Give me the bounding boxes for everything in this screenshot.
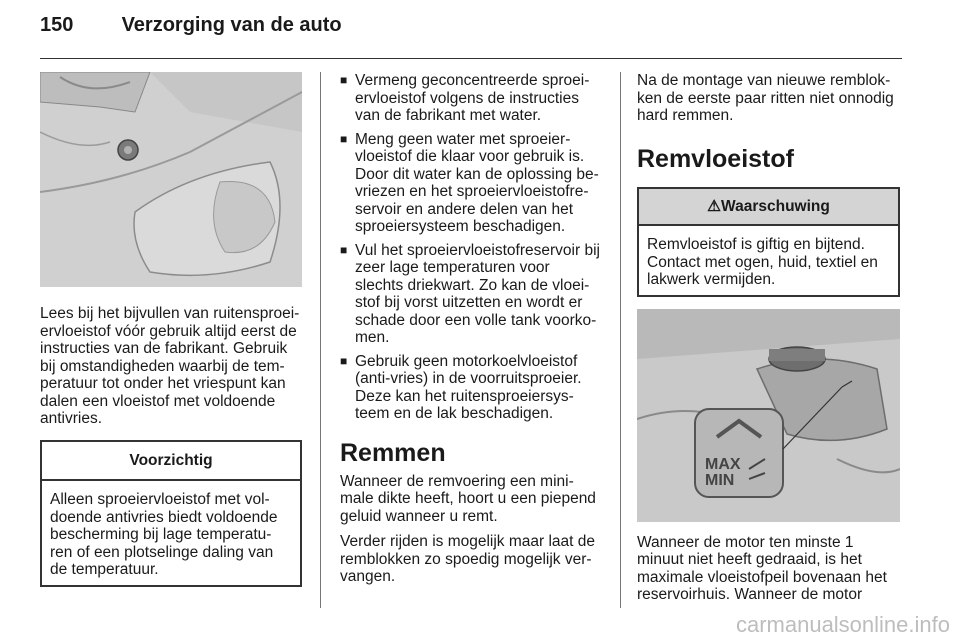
list-item — [340, 242, 602, 347]
column-1 — [40, 72, 302, 587]
fluid-level-paragraph: Wanneer de motor ten minste 1 minuut niet heeft gedraaid, is het maximale vloeistofpeil bovenaan het reservoirhuis. Wanneer de motor — [637, 533, 887, 603]
list-item-text: Gebruik geen motorkoelvloeistof (anti-vries) in de voorruitsproeier. Deze kan het ruitensproeiersys-teem en de lak beschadigen. — [355, 352, 582, 422]
column-divider-1 — [320, 72, 321, 608]
washer-bullet-list — [340, 72, 602, 423]
list-item — [340, 72, 602, 125]
brake-fluid-reservoir-illustration — [637, 309, 900, 522]
bullet-square-icon: ■ — [340, 131, 348, 146]
max-label: MAX — [705, 455, 741, 473]
page-title: Verzorging van de auto — [121, 14, 342, 36]
list-item — [340, 131, 602, 236]
washer-reservoir-illustration — [40, 72, 302, 287]
brake-fluid-heading: Remvloeistof — [637, 144, 794, 173]
caution-text: Alleen sproeiervloeistof met vol-doende antivries biedt voldoende bescherming bij lage temperatu-ren of een plotselinge daling van de temperatuur. — [50, 491, 278, 578]
column-divider-2 — [620, 72, 621, 608]
washer-fluid-paragraph: Lees bij het bijvullen van ruitensproei-ervloeistof vóór gebruik altijd eerst de instructies van de fabrikant. Gebruik bij omstandigheden waarbij de tem-peratuur tot onder het vriespunt kan dalen een vloeistof met voldoende antivries. — [40, 305, 300, 427]
warning-triangle-icon: ⚠ — [707, 197, 722, 215]
caution-box — [40, 440, 302, 587]
bullet-square-icon: ■ — [340, 242, 348, 257]
page-number: 150 — [40, 14, 74, 36]
bullet-square-icon: ■ — [340, 73, 348, 87]
list-item — [340, 353, 602, 423]
brakes-paragraph-2: Verder rijden is mogelijk maar laat de remblokken zo spoedig mogelijk ver-vangen. — [340, 533, 596, 585]
warning-box — [637, 187, 900, 297]
header-rule — [40, 58, 902, 59]
list-item-text: Vermeng geconcentreerde sproei-ervloeistof volgens de instructies van de fabrikant met water. — [355, 72, 590, 124]
warning-text: Remvloeistof is giftig en bijtend. Contact met ogen, huid, textiel en lakwerk vermijden. — [647, 236, 878, 288]
brakes-heading: Remmen — [340, 438, 446, 467]
warning-header — [639, 189, 898, 227]
min-label: MIN — [705, 471, 735, 489]
brake-fluid-reservoir-image — [637, 309, 900, 522]
new-pads-paragraph: Na de montage van nieuwe remblok-ken de eerste paar ritten niet onnodig hard remmen. — [637, 72, 894, 124]
watermark: carmanualsonline.info — [735, 612, 950, 637]
page-header — [40, 14, 342, 37]
brakes-paragraph-1: Wanneer de remvoering een mini-male dikte heeft, hoort u een piepend geluid wanneer u remt. — [340, 472, 596, 525]
warning-title: Waarschuwing — [721, 197, 830, 215]
list-item-text: Meng geen water met sproeier-vloeistof die klaar voor gebruik is. Door dit water kan de oplossing be-vriezen en het sproeiervloeistofre-servoir en andere delen van het sproeiersysteem beschadigen. — [355, 130, 599, 235]
list-item-text: Vul het sproeiervloeistofreservoir bij zeer lage temperaturen voor slechts driekwart. Zo kan de vloei-stof bij vorst uitzetten en wordt er schade door een volle tank voorko-men. — [355, 241, 600, 346]
bullet-square-icon: ■ — [340, 353, 348, 368]
caution-title: Voorzichtig — [42, 442, 300, 482]
washer-reservoir-image — [40, 72, 302, 287]
column-2 — [340, 72, 602, 594]
column-3 — [637, 72, 900, 612]
